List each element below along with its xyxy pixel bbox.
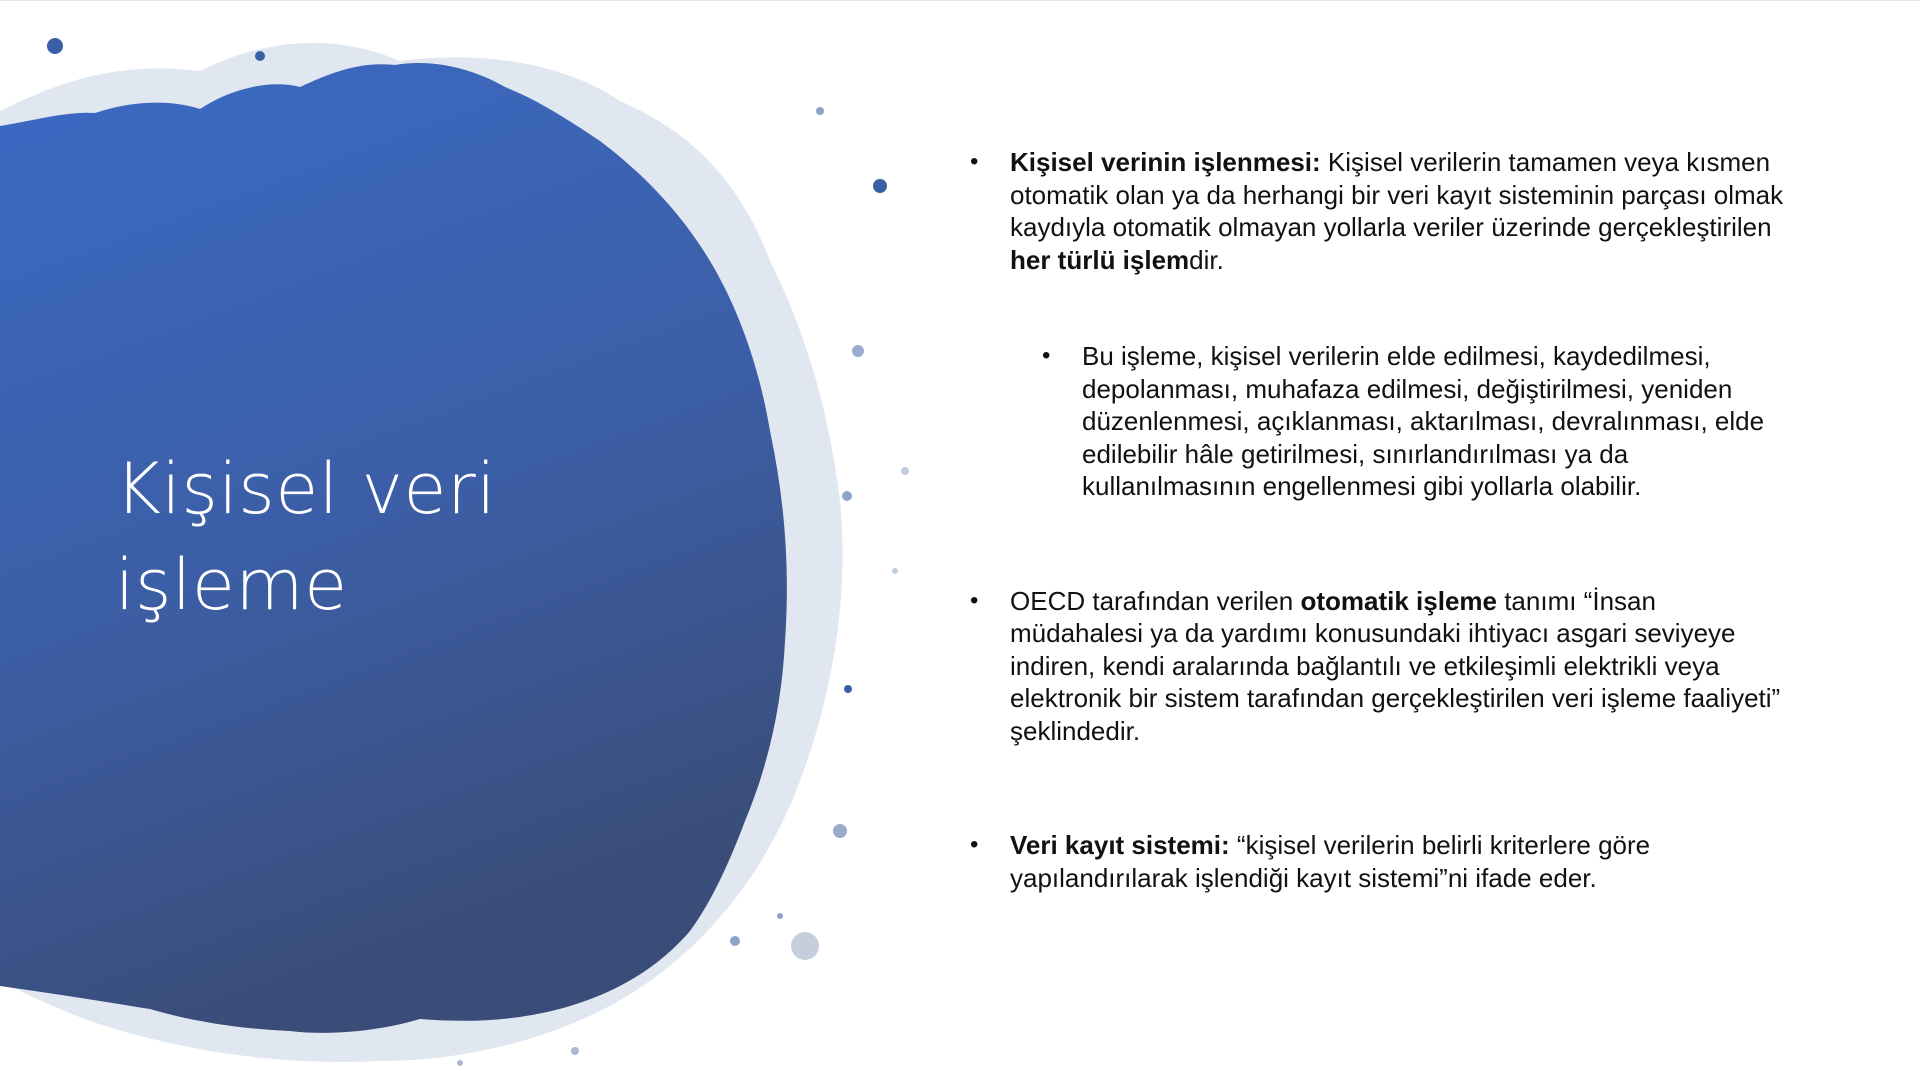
bullet-item-data-recording-system: [970, 829, 1790, 894]
bullet-text: Kişisel verilerin tamamen veya kısmen otomatik olan ya da herhangi bir veri kayıt sisteminin parçası olmak kaydıyla otomatik olmayan yollarla veriler üzerinde gerçekleştirilen: [1010, 147, 1784, 242]
bullet-list: [970, 146, 1790, 894]
title-line-2: işleme: [115, 544, 348, 626]
bullet-bold-lead: Veri kayıt sistemi:: [1010, 830, 1230, 860]
bullet-bold-emphasis: otomatik işleme: [1300, 585, 1497, 616]
bullet-dot-icon: •: [970, 831, 979, 858]
bullet-subitem-processing-methods: [1042, 340, 1782, 503]
bullet-dot-icon: •: [970, 586, 979, 614]
bullet-item-processing-definition: [970, 146, 1790, 276]
title-line-1: Kişisel veri: [115, 448, 497, 530]
slide-title: [115, 441, 675, 633]
bullet-text-end: dir.: [1189, 244, 1224, 275]
bullet-dot-icon: •: [1042, 342, 1051, 369]
bullet-bold-lead: Kişisel verinin işlenmesi:: [1010, 147, 1321, 177]
bullet-item-oecd-definition: [970, 585, 1790, 748]
bullet-dot-icon: •: [970, 148, 979, 175]
bullet-bold-emphasis: her türlü işlem: [1010, 244, 1190, 275]
bullet-text: OECD tarafından verilen: [1010, 585, 1301, 616]
bullet-text-end: tanımı “İnsan müdahalesi ya da yardımı konusundaki ihtiyacı asgari seviyeye indiren, kendi aralarında bağlantılı ve etkileşimli elektrikli veya elektronik bir sistem tarafından gerçekleştirilen veri işleme faaliyeti” şeklindedir.: [1010, 585, 1781, 746]
bullet-text: “kişisel verilerin belirli kriterlere göre yapılandırılarak işlendiği kayıt sistemi”ni ifade eder.: [1010, 830, 1651, 893]
bullet-text: Bu işleme, kişisel verilerin elde edilmesi, kaydedilmesi, depolanması, muhafaza edilmesi, değiştirilmesi, yeniden düzenlenmesi, açıklanması, aktarılması, devralınması, elde edilebilir hâle getirilmesi, sınırlandırılması ya da kullanılmasının engellenmesi gibi yollarla olabilir.: [1082, 341, 1765, 501]
